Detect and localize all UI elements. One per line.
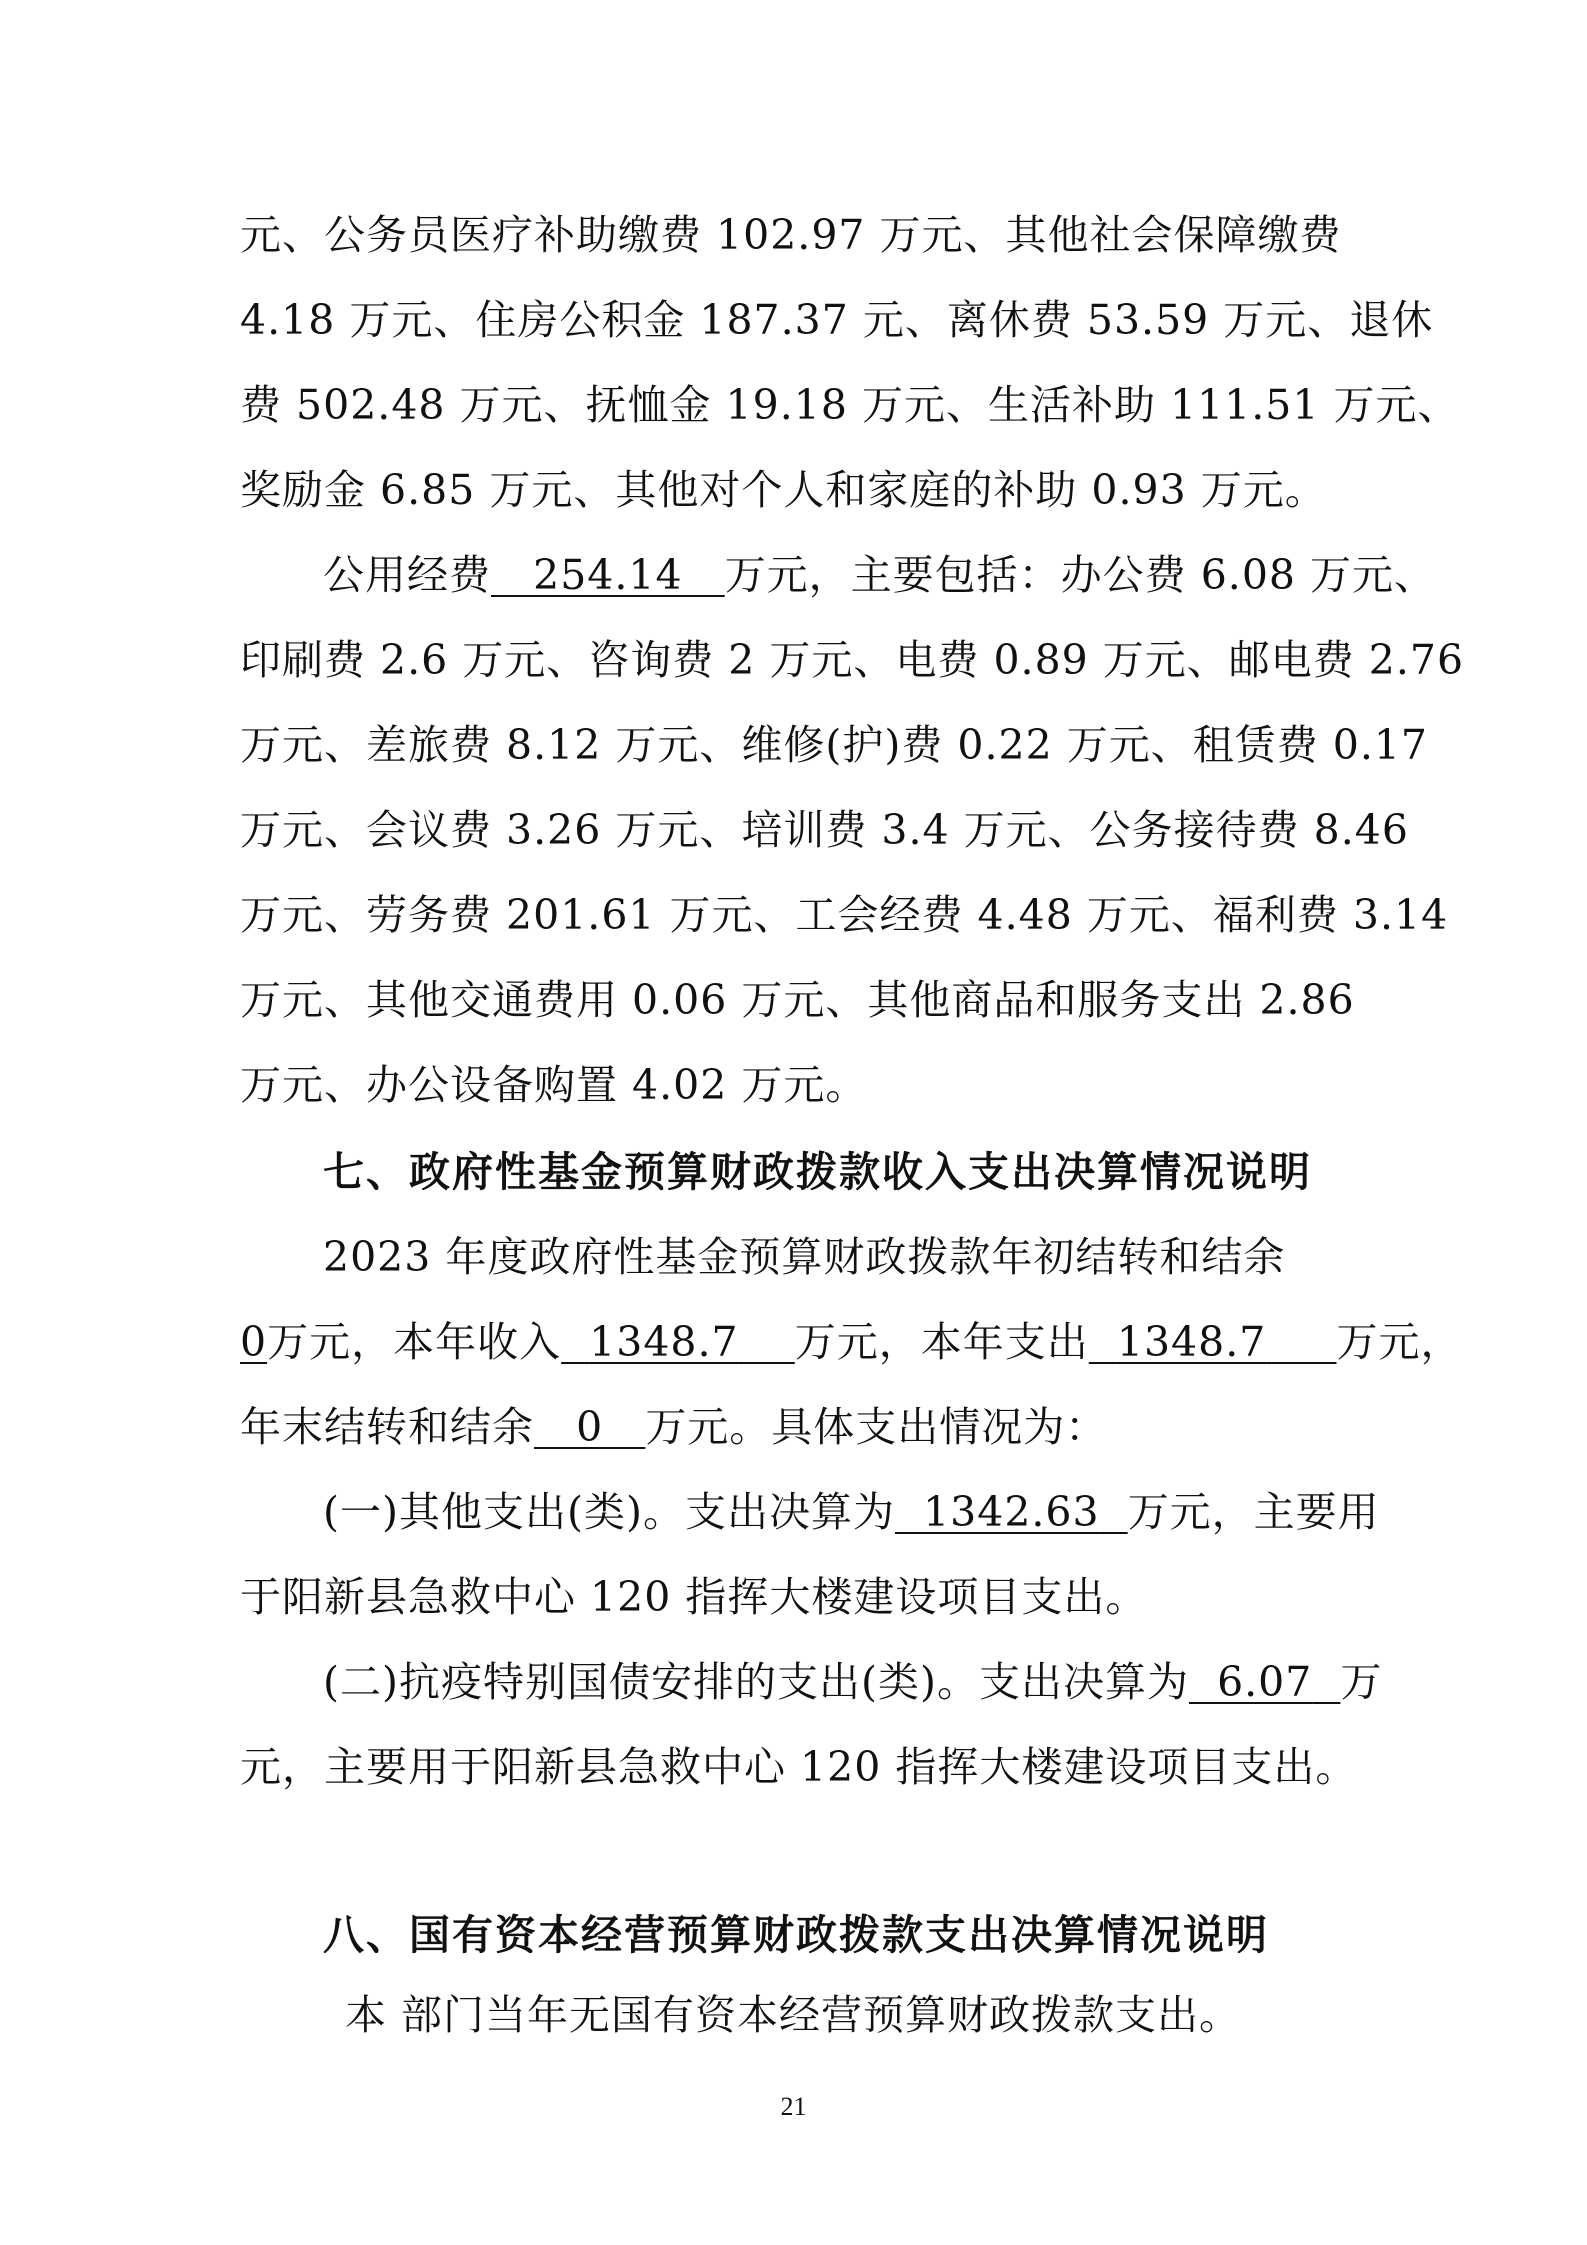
section-heading-7: 七、政府性基金预算财政拨款收入支出决算情况说明 (323, 1148, 1312, 1196)
paragraph-line (240, 1397, 1107, 1457)
paragraph-line (323, 1482, 1380, 1542)
text: 万元，主要用 (1127, 1488, 1380, 1536)
text: 印刷费 2.6 万元、咨询费 2 万元、电费 0.89 万元、邮电费 2.76 (240, 636, 1465, 684)
paragraph-line (240, 715, 1428, 775)
page-number: 21 (780, 2092, 807, 2121)
text: 万 (1340, 1658, 1383, 1706)
text: 万元、会议费 3.26 万元、培训费 3.4 万元、公务接待费 8.46 (240, 806, 1409, 854)
text: (一)其他支出(类)。支出决算为 (323, 1488, 895, 1536)
paragraph-line (240, 800, 1409, 860)
text: 公用经费 (323, 551, 491, 599)
amount-opening-balance: 0 (240, 1318, 268, 1366)
text: 4.18 万元、住房公积金 187.37 元、离休费 53.59 万元、退休 (240, 296, 1434, 344)
text: 万元，本年收入 (267, 1318, 562, 1366)
text: 元、公务员医疗补助缴费 102.97 万元、其他社会保障缴费 (240, 211, 1342, 259)
amount-annual-expenditure: 1348.7 (1116, 1318, 1267, 1366)
paragraph-line (240, 1737, 1357, 1797)
section-heading-8: 八、国有资本经营预算财政拨款支出决算情况说明 (323, 1911, 1269, 1959)
amount-special-bond-expenditure: 6.07 (1217, 1658, 1313, 1706)
paragraph-line (240, 375, 1460, 435)
text: 于阳新县急救中心 120 指挥大楼建设项目支出。 (240, 1573, 1148, 1621)
text: 元，主要用于阳新县急救中心 120 指挥大楼建设项目支出。 (240, 1743, 1358, 1791)
text: 万元，主要包括：办公费 6.08 万元、 (724, 551, 1437, 599)
amount-other-expenditure: 1342.63 (923, 1488, 1100, 1536)
text: 奖励金 6.85 万元、其他对个人和家庭的补助 0.93 万元。 (240, 466, 1327, 514)
paragraph-line (240, 205, 1342, 265)
paragraph-line (323, 1652, 1382, 1712)
paragraph-line (240, 1567, 1147, 1627)
text: (二)抗疫特别国债安排的支出(类)。支出决算为 (323, 1658, 1189, 1706)
text: 费 502.48 万元、抚恤金 19.18 万元、生活补助 111.51 万元、 (240, 381, 1460, 429)
text: 万元、其他交通费用 0.06 万元、其他商品和服务支出 2.86 (240, 976, 1355, 1024)
text: 本 部门当年无国有资本经营预算财政拨款支出。 (345, 1991, 1242, 2039)
text: 年末结转和结余 (240, 1403, 534, 1451)
amount-closing-balance: 0 (576, 1403, 604, 1451)
paragraph-line (240, 1312, 1463, 1372)
text: 万元，本年支出 (794, 1318, 1089, 1366)
paragraph-line (240, 1055, 867, 1115)
paragraph-line (323, 545, 1436, 605)
paragraph-line (323, 1227, 1285, 1287)
paragraph-line (345, 1985, 1241, 2045)
paragraph-line (240, 290, 1433, 350)
paragraph-line (240, 630, 1464, 690)
text: 万元、劳务费 201.61 万元、工会经费 4.48 万元、福利费 3.14 (240, 891, 1449, 939)
amount-public-expenses: 254.14 (533, 551, 683, 599)
text: 万元、差旅费 8.12 万元、维修(护)费 0.22 万元、租赁费 0.17 (240, 721, 1429, 769)
paragraph-line (240, 460, 1327, 520)
paragraph-line (240, 885, 1448, 945)
paragraph-line (240, 970, 1355, 1030)
amount-annual-income: 1348.7 (589, 1318, 739, 1366)
text: 万元， (1336, 1318, 1463, 1366)
text: 2023 年度政府性基金预算财政拨款年初结转和结余 (323, 1233, 1286, 1281)
text: 万元。具体支出情况为： (645, 1403, 1108, 1451)
text: 万元、办公设备购置 4.02 万元。 (240, 1061, 868, 1109)
